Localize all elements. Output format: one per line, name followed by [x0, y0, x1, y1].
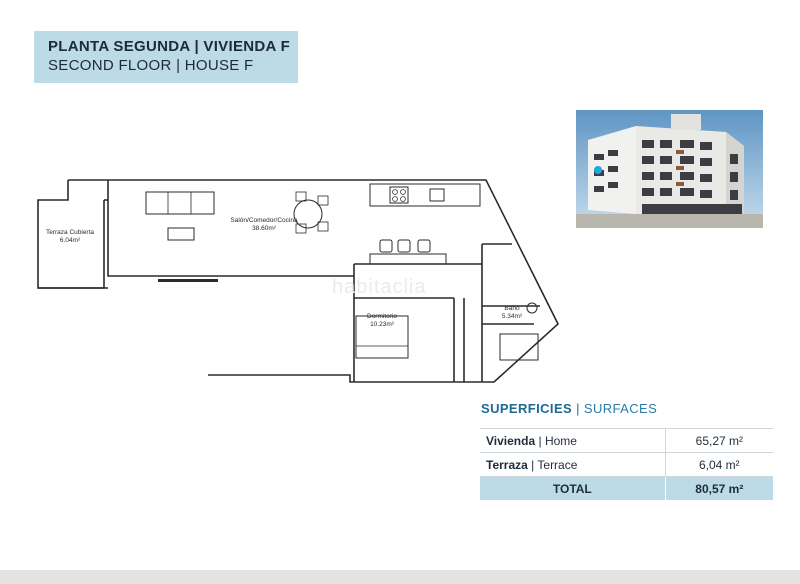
terrace-label: Terraza Cubierta: [45, 229, 95, 236]
title-box: [34, 31, 298, 83]
row-label: Terraza | Terrace: [480, 453, 665, 477]
bedroom-area: 10.23m²: [370, 321, 394, 328]
row-value: 65,27 m²: [665, 429, 773, 453]
living-label: Salón/Comedor/Cocina: [230, 217, 298, 224]
living-area: 38.60m²: [252, 225, 276, 232]
bedroom-label: Dormitorio: [367, 313, 397, 320]
row-label-en: Terrace: [537, 457, 578, 472]
table-row: [480, 429, 773, 453]
watermark: habitaclia: [332, 276, 427, 298]
page-title: PLANTA SEGUNDA | VIVIENDA F: [48, 38, 291, 55]
bath-label: Baño: [504, 305, 520, 312]
floor-plan: [34, 176, 564, 386]
footer-bar: [0, 570, 800, 584]
page-subtitle: SECOND FLOOR | HOUSE F: [48, 57, 254, 74]
terrace-area: 6.04m²: [59, 237, 81, 244]
table-row: [480, 453, 773, 477]
row-value: 6,04 m²: [665, 453, 773, 477]
row-label-en: Home: [544, 433, 577, 448]
total-row: [480, 477, 773, 501]
total-label: TOTAL: [480, 477, 665, 501]
surfaces-table: [480, 428, 773, 500]
row-label-es: Terraza: [486, 457, 528, 472]
row-label-es: Vivienda: [486, 433, 536, 448]
surfaces-heading-en: SURFACES: [583, 401, 658, 416]
bath-area: 5.34m²: [501, 313, 523, 320]
surfaces-heading-sep: |: [576, 401, 580, 416]
surfaces-heading-es: SUPERFICIES: [481, 401, 573, 416]
surfaces-heading: [481, 401, 657, 416]
building-photo: [576, 110, 763, 228]
total-value: 80,57 m²: [665, 477, 773, 501]
row-label: Vivienda | Home: [480, 429, 665, 453]
